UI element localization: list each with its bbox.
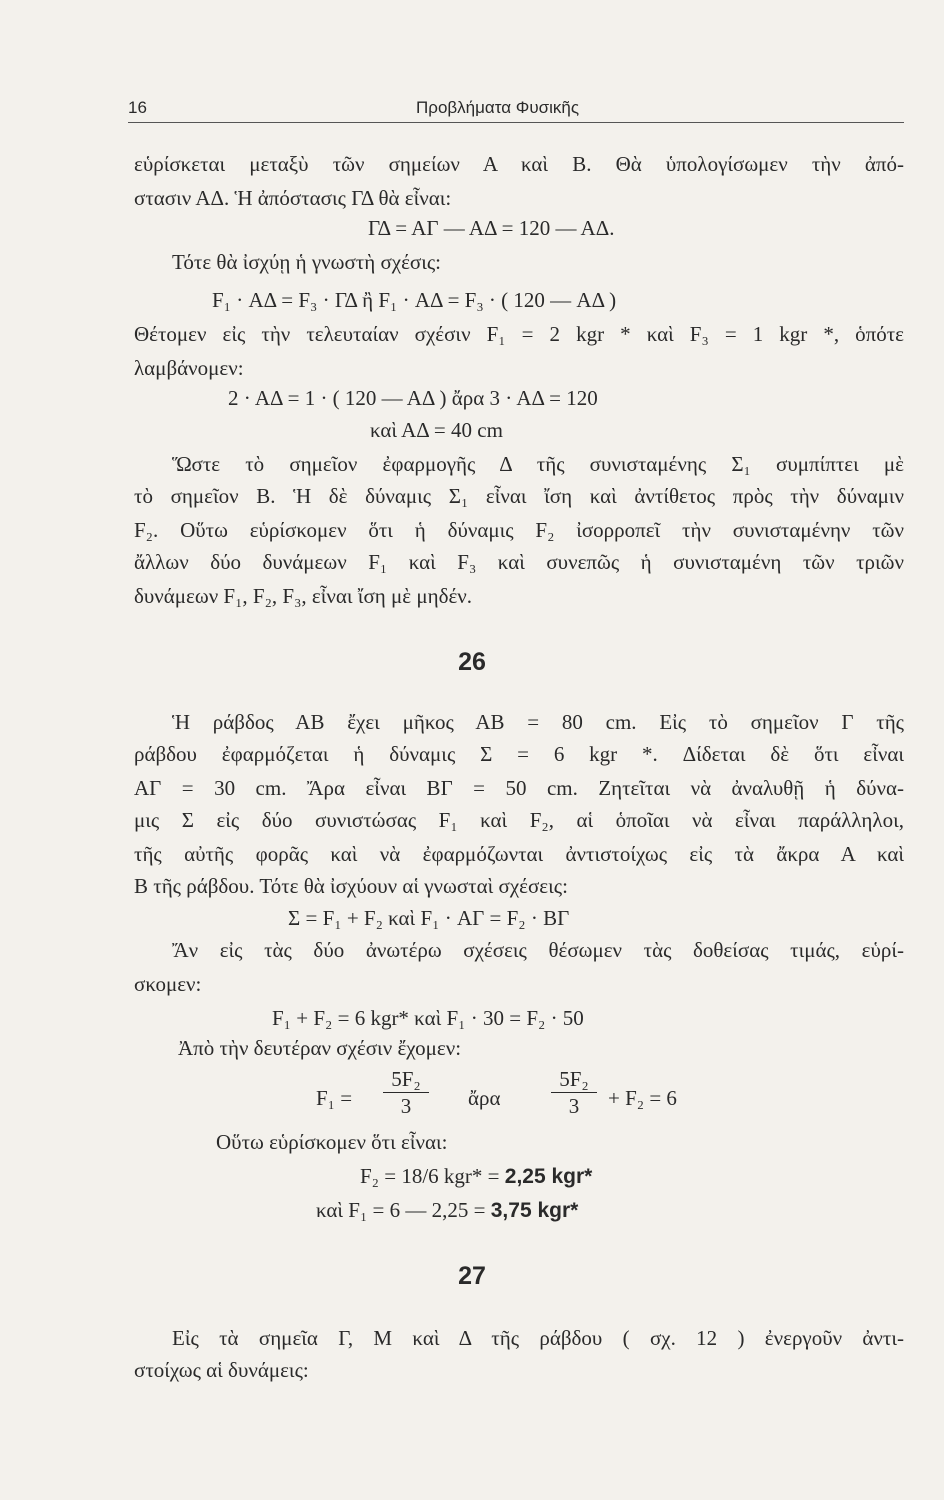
equation-line bbox=[316, 1196, 578, 1225]
text-line: λαμβάνομεν: bbox=[134, 356, 244, 380]
fraction-denominator: 3 bbox=[568, 1094, 580, 1118]
text-line: στοίχως αἱ δυνάμεις: bbox=[134, 1358, 309, 1382]
text-line: ἄλλων δύο δυνάμεων F₁ καὶ F₃ καὶ συνεπῶς ἡ συνισταμένη τῶν τριῶν bbox=[134, 550, 904, 574]
text-line: μις Σ εἰς δύο συνιστώσας F₁ καὶ F₂, αἱ ὁποῖαι νὰ εἶναι παράλληλοι, bbox=[134, 808, 904, 832]
fraction-numerator: 5F₂ bbox=[391, 1067, 421, 1091]
equation-rhs: + F₂ = 6 bbox=[608, 1086, 677, 1110]
result-value: 2,25 kgr* bbox=[504, 1165, 593, 1188]
fraction-numerator: 5F₂ bbox=[559, 1067, 589, 1091]
equation-line: F₁ · ΑΔ = F₃ · ΓΔ ἢ F₁ · ΑΔ = F₃ · ( 120 — ΑΔ ) bbox=[212, 288, 617, 312]
problem-number: 27 bbox=[458, 1262, 486, 1290]
page-number: 16 bbox=[128, 98, 147, 117]
text-line: F₂. Οὕτω εὑρίσκομεν ὅτι ἡ δύναμις F₂ ἰσορροπεῖ τὴν συνισταμένην τῶν bbox=[134, 518, 904, 542]
equation-lhs: F₁ = bbox=[316, 1086, 353, 1110]
page-header bbox=[128, 92, 904, 123]
text-line: Ὥστε τὸ σημεῖον ἐφαρμογῆς Δ τῆς συνισταμένης Σ₁ συμπίπτει μὲ bbox=[172, 452, 904, 476]
equation-line: καὶ ΑΔ = 40 cm bbox=[370, 418, 503, 442]
text-line: Β τῆς ράβδου. Τότε θὰ ἰσχύουν αἱ γνωσταὶ σχέσεις: bbox=[134, 874, 568, 898]
fraction-denominator: 3 bbox=[400, 1094, 412, 1118]
text-line: Οὕτω εὑρίσκομεν ὅτι εἶναι: bbox=[216, 1130, 448, 1154]
equation-line: F₁ + F₂ = 6 kgr* καὶ F₁ · 30 = F₂ · 50 bbox=[272, 1006, 584, 1030]
equation-line: Σ = F₁ + F₂ καὶ F₁ · ΑΓ = F₂ · ΒΓ bbox=[288, 906, 570, 930]
equation-line: ΓΔ = ΑΓ — ΑΔ = 120 — ΑΔ. bbox=[368, 216, 615, 240]
fraction bbox=[548, 1066, 600, 1119]
text-line: σκομεν: bbox=[134, 972, 202, 996]
equation-word: ἄρα bbox=[468, 1086, 501, 1110]
result-value: 3,75 kgr* bbox=[490, 1199, 579, 1222]
text-line: Τότε θὰ ἰσχύῃ ἡ γνωστὴ σχέσις: bbox=[172, 250, 442, 274]
text-line: Θέτομεν εἰς τὴν τελευταίαν σχέσιν F₁ = 2 kgr * καὶ F₃ = 1 kgr *, ὁπότε bbox=[134, 322, 904, 346]
text-line: Ἄν εἰς τὰς δύο ἀνωτέρω σχέσεις θέσωμεν τὰς δοθείσας τιμάς, εὑρί- bbox=[172, 938, 904, 962]
text-line: ράβδου ἐφαρμόζεται ἡ δύναμις Σ = 6 kgr *. Δίδεται δὲ ὅτι εἶναι bbox=[134, 742, 904, 766]
problem-number: 26 bbox=[458, 648, 486, 676]
text-line: εὑρίσκεται μεταξὺ τῶν σημείων Α καὶ Β. Θὰ ὑπολογίσωμεν τὴν ἀπό- bbox=[134, 152, 904, 176]
text-line: Εἰς τὰ σημεῖα Γ, Μ καὶ Δ τῆς ράβδου ( σχ. 12 ) ἐνεργοῦν ἀντι- bbox=[172, 1326, 904, 1350]
text-line: Ἡ ράβδος ΑΒ ἔχει μῆκος ΑΒ = 80 cm. Εἰς τὸ σημεῖον Γ τῆς bbox=[172, 710, 904, 734]
text-line: τὸ σημεῖον Β. Ἡ δὲ δύναμις Σ₁ εἶναι ἴση καὶ ἀντίθετος πρὸς τὴν δύναμιν bbox=[134, 484, 904, 508]
text-line: τῆς αὐτῆς φορᾶς καὶ νὰ ἐφαρμόζωνται ἀντιστοίχως εἰς τὰ ἄκρα Α καὶ bbox=[134, 842, 904, 866]
equation-line: 2 · ΑΔ = 1 · ( 120 — ΑΔ ) ἄρα 3 · ΑΔ = 120 bbox=[228, 386, 598, 410]
text-line: στασιν ΑΔ. Ἡ ἀπόστασις ΓΔ θὰ εἶναι: bbox=[134, 186, 452, 210]
fraction bbox=[380, 1066, 432, 1119]
running-title: Προβλήματα Φυσικῆς bbox=[416, 98, 580, 117]
text-line: δυνάμεων F₁, F₂, F₃, εἶναι ἴση μὲ μηδέν. bbox=[134, 584, 473, 608]
text-line: ΑΓ = 30 cm. Ἄρα εἶναι ΒΓ = 50 cm. Ζητεῖται νὰ ἀναλυθῇ ἡ δύνα- bbox=[134, 776, 904, 800]
equation-text: καὶ F₁ = 6 — 2,25 = bbox=[316, 1198, 491, 1222]
text-line: Ἀπὸ τὴν δευτέραν σχέσιν ἔχομεν: bbox=[178, 1036, 462, 1060]
equation-text: F₂ = 18/6 kgr* = bbox=[360, 1164, 505, 1188]
equation-line bbox=[360, 1162, 592, 1191]
